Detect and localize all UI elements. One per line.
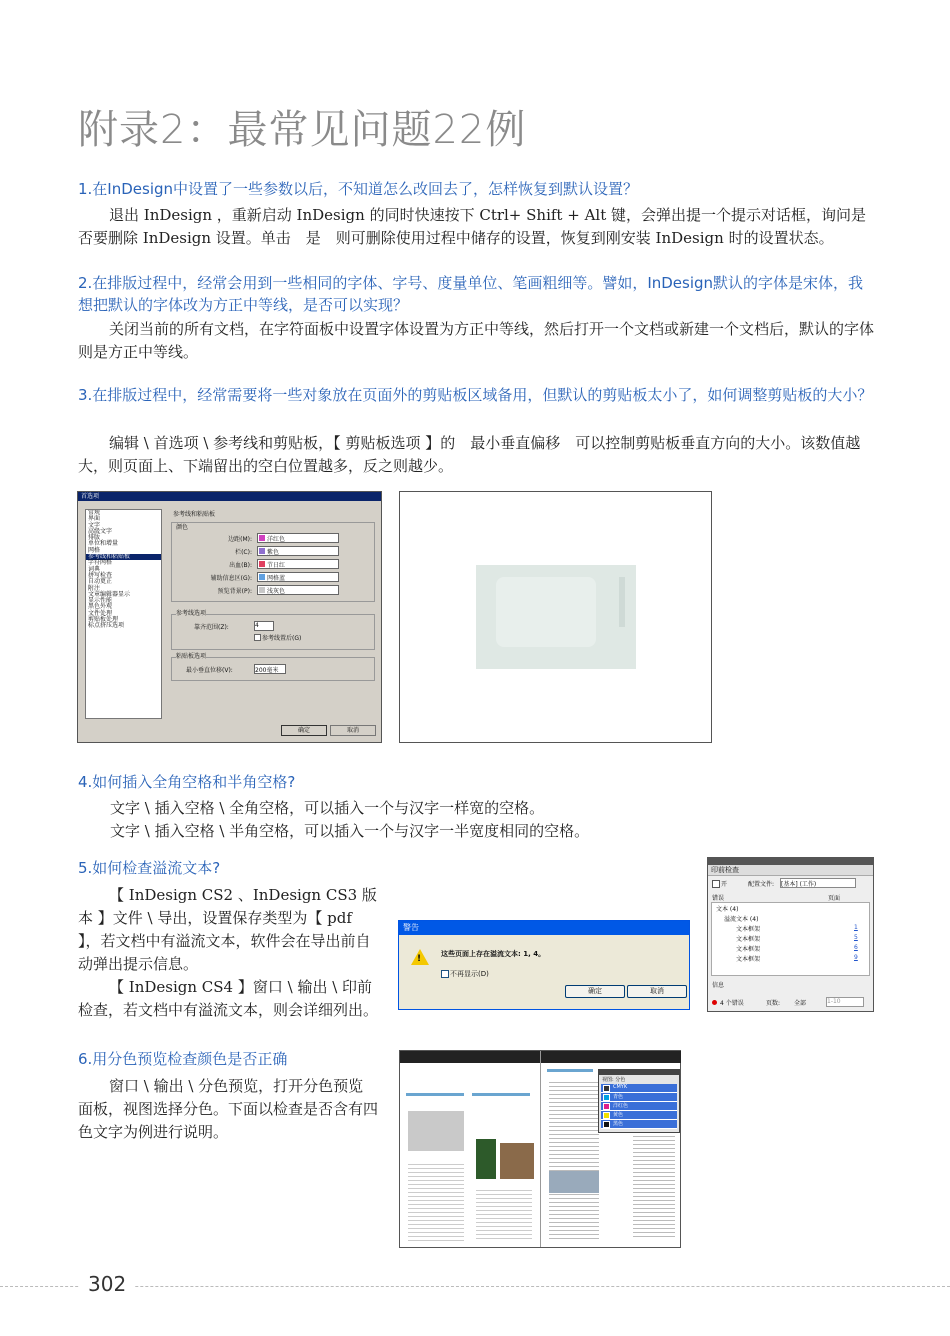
color-select[interactable] [257,546,339,556]
category-item[interactable]: 文字 [88,521,101,529]
warning-dialog: 警告 ! 这些页面上存在溢流文本: 1, 4。 不再显示(D) 确定 取消 [398,920,690,1010]
color-swatch [259,574,265,580]
answer-1: 退出 InDesign ，重新启动 InDesign 的同时快速按下 Ctrl+ Shift + Alt 键，会弹出提一个提示对话框，询问是否要删除 InDesign 设置。单击 是 则可删除使用过程中储存的设置，恢复到刚安装 InDesign 时的设置状态。 [78,206,866,247]
paste-group [171,653,375,681]
category-item[interactable]: 标点挤压选项 [88,622,125,630]
ink-name: 黄色 [613,1112,624,1118]
profile-select[interactable]: [基本] (工作) [780,878,856,888]
guide-group-label: 参考线选项 [176,610,207,617]
ink-swatch [603,1103,610,1110]
preferences-dialog [77,491,382,743]
cancel-button[interactable]: 取消 [330,725,376,736]
guides-back-checkbox[interactable] [254,634,261,641]
ink-swatch [603,1094,610,1101]
preflight-row-page-link[interactable]: 1 [854,924,858,931]
color-row-label: 栏(C): [235,549,252,556]
category-item[interactable]: 词典 [88,565,101,573]
ink-swatch [603,1112,610,1119]
warning-message: 这些页面上存在溢流文本: 1, 4。 [441,950,546,958]
tree-overset[interactable]: 溢流文本 (4) [724,916,759,923]
category-item[interactable]: 排版 [88,534,101,542]
error-dot-icon [712,1000,717,1005]
color-swatch [259,548,265,554]
ink-row[interactable] [601,1120,677,1129]
question-5: 5.如何检查溢流文本? [78,859,221,877]
ink-name: CMYK [613,1084,628,1090]
preflight-row-name[interactable]: 文本框架 [736,956,761,963]
answer-2: 关闭当前的所有文档，在字符面板中设置字体设置为方正中等线，然后打开一个文档或新建一个文档后，默认的字体则是方正中等线。 [78,320,875,361]
category-item[interactable]: 界面 [88,515,101,523]
color-select[interactable] [257,559,339,569]
color-swatch [259,561,265,567]
snap-input[interactable]: 4 [254,621,274,631]
preflight-on-checkbox[interactable] [712,880,720,888]
preflight-row-page-link[interactable]: 5 [854,934,858,941]
color-swatch [259,535,265,541]
info-label[interactable]: 信息 [712,982,725,989]
preferences-title: 首选项 [78,492,381,501]
answer-6-text: 窗口 \ 输出 \ 分色预览，打开分色预览面板，视图选择分色。下面以检查是否含有四色文字为例进行说明。 [78,1077,379,1141]
ink-name: 黑色 [613,1121,624,1127]
color-row-label: 辅助信息区(G): [210,575,252,582]
separations-panel [598,1069,680,1133]
color-group [171,522,375,602]
ink-swatch [603,1121,610,1128]
category-item[interactable]: 显示性能 [88,597,113,605]
guide-group [171,610,375,650]
color-select-value: 紫色 [267,549,280,556]
answer-4-line-1: 文字 \ 插入空格 \ 全角空格，可以插入一个与汉字一样宽的空格。 [110,799,545,817]
pasteboard-preview [399,491,712,743]
left-page [400,1051,541,1247]
category-item[interactable]: 网格 [88,546,101,554]
page-thumbnail [476,565,636,669]
color-row-label: 出血(B): [229,562,252,569]
ink-row[interactable] [601,1111,677,1120]
question-3: 3.在排版过程中，经常需要将一些对象放在页面外的剪贴板区域备用，但默认的剪贴板太小了，如何调整剪贴板的大小？ [78,386,873,404]
warning-ok-button[interactable]: 确定 [565,985,625,998]
answer-6 [78,1075,378,1144]
preflight-row-name[interactable]: 文本框架 [736,936,761,943]
question-1: 1.在InDesign中设置了一些参数以后，不知道怎么改回去了，怎样恢复到默认设置？ [78,180,639,198]
page-title: 附录2：最常见问题22例 [78,107,527,153]
separation-preview-spread [399,1050,681,1248]
warning-cancel-button[interactable]: 取消 [627,985,687,998]
color-group-label: 颜色 [176,524,189,531]
ok-button[interactable]: 确定 [281,725,327,736]
sep-view-label[interactable]: 视图: 分色 [602,1077,626,1083]
category-item[interactable]: 单位和增量 [88,540,119,548]
category-item[interactable]: 字符网格 [88,559,113,567]
color-select[interactable] [257,533,339,543]
preflight-row-page-link[interactable]: 6 [854,944,858,951]
pages-label: 页数: [766,1000,781,1007]
answer-3: 编辑 \ 首选项 \ 参考线和剪贴板，【 剪贴板选项 】的 最小垂直偏移 可以控制剪贴板垂直方向的大小。该数值越大，则页面上、下端留出的空白位置越多，反之则越少。 [78,434,861,475]
profile-label: 配置文件: [748,881,775,888]
ink-row[interactable] [601,1093,677,1102]
dont-show-checkbox[interactable] [441,970,449,978]
section-title: 参考线和粘贴板 [173,511,216,518]
color-select-value: 节日红 [267,562,286,569]
category-item[interactable]: 高级文字 [88,527,113,535]
ink-name: 青色 [613,1094,624,1100]
preflight-row-page-link[interactable]: 9 [854,954,858,961]
dont-show-label: 不再显示(D) [450,970,489,978]
snap-label: 靠齐范围(Z): [194,624,229,631]
min-offset-label: 最小垂直位移(V): [186,667,233,674]
preflight-title: 印前检查 [708,865,873,876]
ink-row[interactable] [601,1084,677,1093]
category-item[interactable]: 附注 [88,584,101,592]
color-row-label: 边距(M): [228,536,252,543]
category-item[interactable]: 自动更正 [88,578,113,586]
preflight-panel [707,857,874,1012]
category-item[interactable]: 拼写检查 [88,571,113,579]
col-page-header: 页面 [828,895,841,902]
ink-swatch [603,1085,610,1092]
answer-4-line-2: 文字 \ 插入空格 \ 半角空格，可以插入一个与汉字一半宽度相同的空格。 [110,822,590,840]
category-item[interactable]: 常规 [88,509,101,516]
all-pages-radio[interactable]: 全部 [794,1000,807,1007]
tree-text[interactable]: 文本 (4) [716,906,739,913]
page-range-input[interactable]: 1-10 [826,997,864,1007]
color-select-value: 网格蓝 [267,575,286,582]
warning-title: 警告 [399,921,689,935]
answer-5-p2: 【 InDesign CS4 】窗口 \ 输出 \ 印前检查，若文档中有溢流文本，则会详细列出。 [78,978,379,1019]
preflight-row-name[interactable]: 文本框架 [736,946,761,953]
question-2: 2.在排版过程中，经常会用到一些相同的字体、字号、度量单位、笔画粗细等。譬如，InDesign默认的字体是宋体，我想把默认的字体改为方正中等线，是否可以实现？ [78,274,864,314]
ink-name: 洋红色 [613,1103,629,1109]
category-item[interactable]: 文章编辑器显示 [88,590,131,598]
min-offset-input[interactable]: 200毫米 [254,664,286,674]
answer-5-p1: 【 InDesign CS2 、InDesign CS3 版本 】文件 \ 导出，设置保存类型为【 pdf 】，若文档中有溢流文本，软件会在导出前自动弹出提示信息。 [78,886,377,973]
question-4: 4.如何插入全角空格和半角空格? [78,773,296,791]
category-item[interactable]: 剪贴板处理 [88,616,119,624]
page-number: 302 [80,1272,134,1296]
ink-row[interactable] [601,1102,677,1111]
preflight-on-label: 开 [721,881,728,888]
right-page [541,1051,681,1247]
color-swatch [259,587,265,593]
category-list[interactable] [85,509,162,719]
error-count: 4 个错误 [720,1000,744,1007]
category-item[interactable]: 黑色外观 [88,603,113,611]
paste-group-label: 粘贴板选项 [176,653,207,660]
preflight-row-name[interactable]: 文本框架 [736,926,761,933]
guides-back-label: 参考线置后(G) [262,635,302,642]
error-tree [711,902,870,976]
category-item[interactable]: 文件处理 [88,609,113,617]
footer-rule [0,1286,950,1287]
col-error-header: 错误 [712,895,725,902]
answer-5 [78,884,378,1022]
category-item[interactable]: 参考线和粘贴板 [86,554,161,560]
question-6: 6.用分色预览检查颜色是否正确 [78,1050,288,1068]
color-select[interactable] [257,572,339,582]
color-row-label: 预览背景(P): [217,588,252,595]
color-select[interactable] [257,585,339,595]
color-select-value: 浅灰色 [267,588,286,595]
color-select-value: 洋红色 [267,536,286,543]
